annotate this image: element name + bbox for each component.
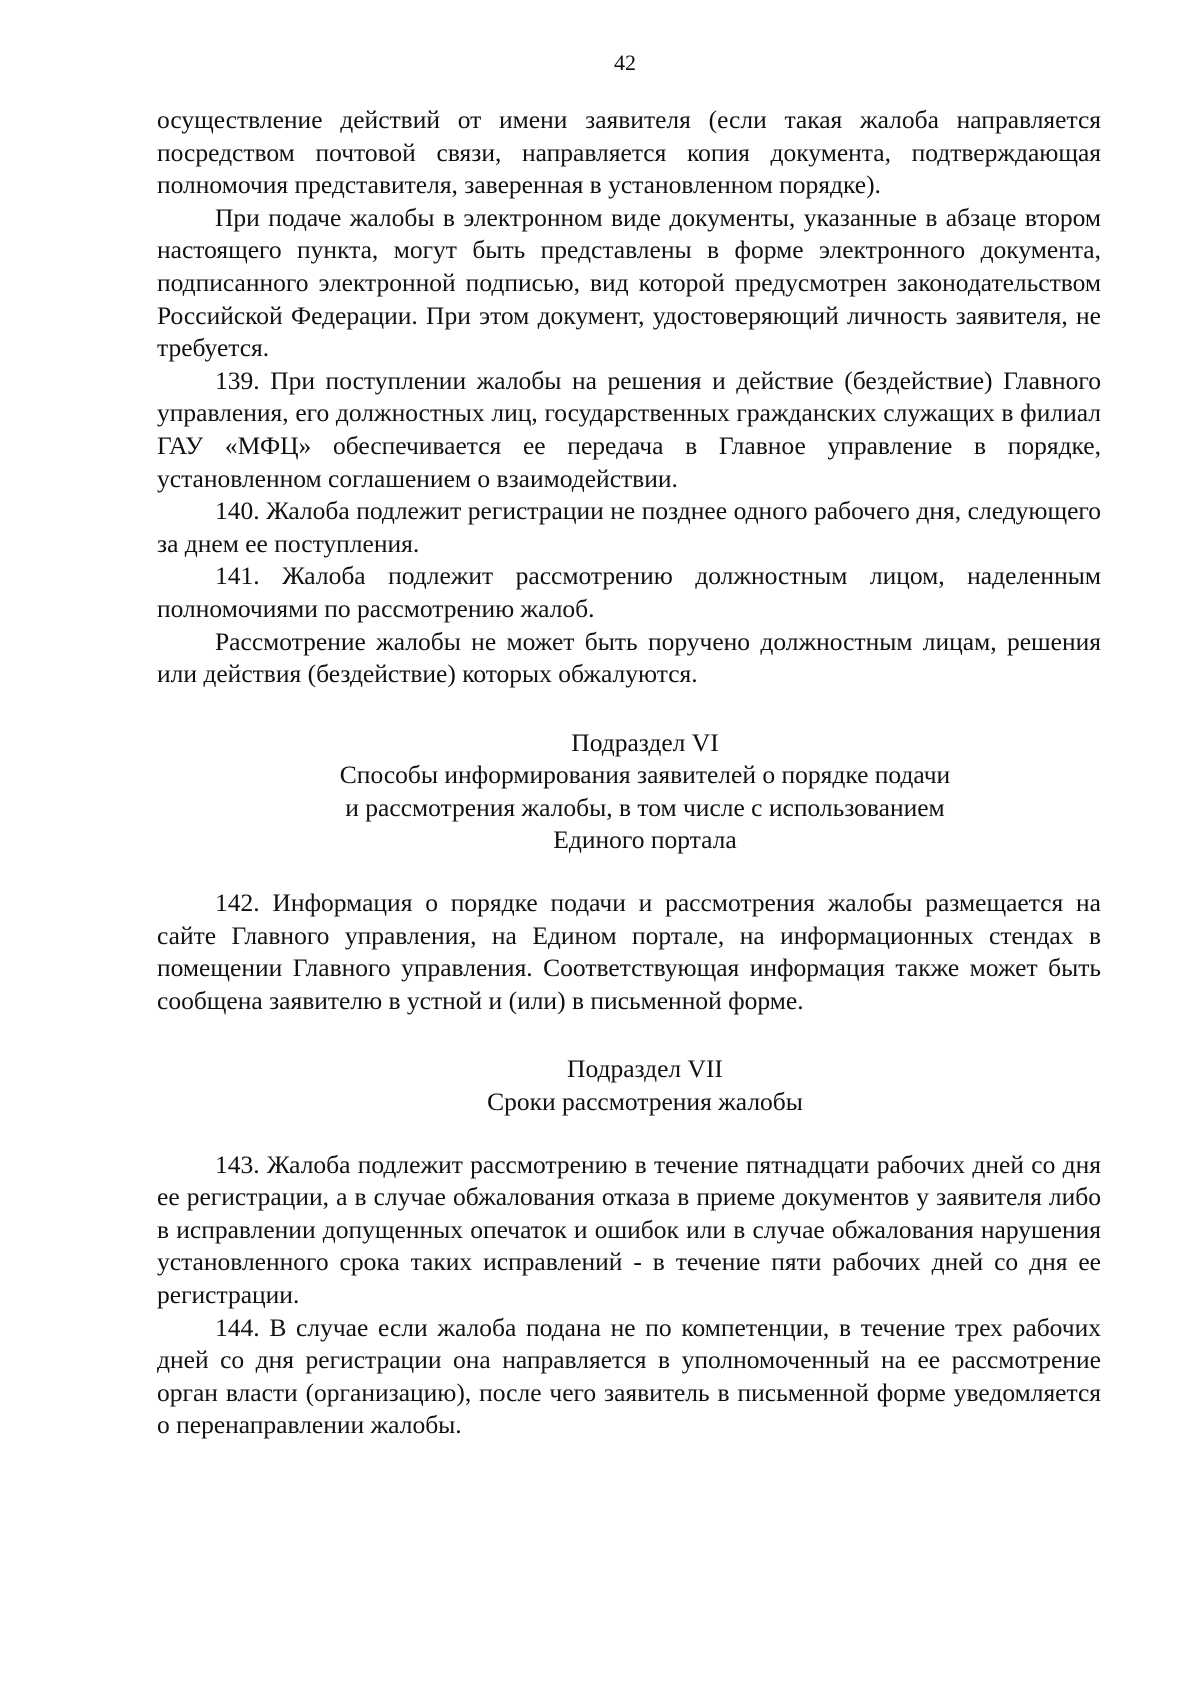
subsection-6-heading: [157, 727, 1101, 857]
paragraph-142: 142. Информация о порядке подачи и рассмотрения жалобы размещается на сайте Главного управления, на Едином портале, на информационных стендах в помещении Главного управления. Соответствующая информация также может быть сообщена заявителю в устной и (или) в письменной форме.: [157, 888, 1101, 1015]
paragraph-143: 143. Жалоба подлежит рассмотрению в течение пятнадцати рабочих дней со дня ее регистрации, а в случае обжалования отказа в приеме документов у заявителя либо в исправлении допущенных опечаток и ошибок или в случае обжалования нарушения установленного срока таких исправлений - в течение пяти рабочих дней со дня ее регистрации.: [157, 1149, 1101, 1309]
subsection-6-title-line: и рассмотрения жалобы, в том числе с использованием: [345, 792, 945, 822]
subsection-6-title-line: Единого портала: [553, 825, 737, 855]
paragraph-continuation: осуществление действий от имени заявителя (если такая жалоба направляется посредством почтовой связи, направляется копия документа, подтверждающая полномочия представителя, заверенная в установленном порядке).: [157, 105, 1101, 200]
subsection-7-title-line: Сроки рассмотрения жалобы: [487, 1087, 803, 1117]
paragraph-141: 141. Жалоба подлежит рассмотрению должностным лицом, наделенным полномочиями по рассмотрению жалоб.: [157, 561, 1101, 623]
paragraph-139: 139. При поступлении жалобы на решения и действие (бездействие) Главного управления, его должностных лиц, государственных гражданских служащих в филиал ГАУ «МФЦ» обеспечивается ее передача в Главное управление в порядке, установленном соглашением о взаимодействии.: [157, 365, 1101, 493]
page-number: 42: [614, 50, 636, 75]
paragraph-140: 140. Жалоба подлежит регистрации не позднее одного рабочего дня, следующего за днем ее поступления.: [157, 496, 1101, 558]
paragraph-141-note: Рассмотрение жалобы не может быть поручено должностным лицам, решения или действия (бездействие) которых обжалуются.: [157, 626, 1101, 689]
subsection-6-label: Подраздел VI: [571, 727, 719, 757]
paragraph-electronic-submission: При подаче жалобы в электронном виде документы, указанные в абзаце втором настоящего пункта, могут быть представлены в форме электронного документа, подписанного электронной подписью, вид которой предусмотрен законодательством Российской Федерации. При этом документ, удостоверяющий личность заявителя, не требуется.: [157, 202, 1101, 363]
subsection-6-title-line: Способы информирования заявителей о порядке подачи: [339, 760, 951, 790]
paragraph-144: 144. В случае если жалоба подана не по компетенции, в течение трех рабочих дней со дня регистрации она направляется в уполномоченный на ее рассмотрение орган власти (организацию), после чего заявитель в письменной форме уведомляется о перенаправлении жалобы.: [157, 1312, 1101, 1440]
document-body: [157, 104, 1101, 1442]
subsection-7-heading: [157, 1053, 1101, 1118]
subsection-7-label: Подраздел VII: [567, 1054, 723, 1084]
